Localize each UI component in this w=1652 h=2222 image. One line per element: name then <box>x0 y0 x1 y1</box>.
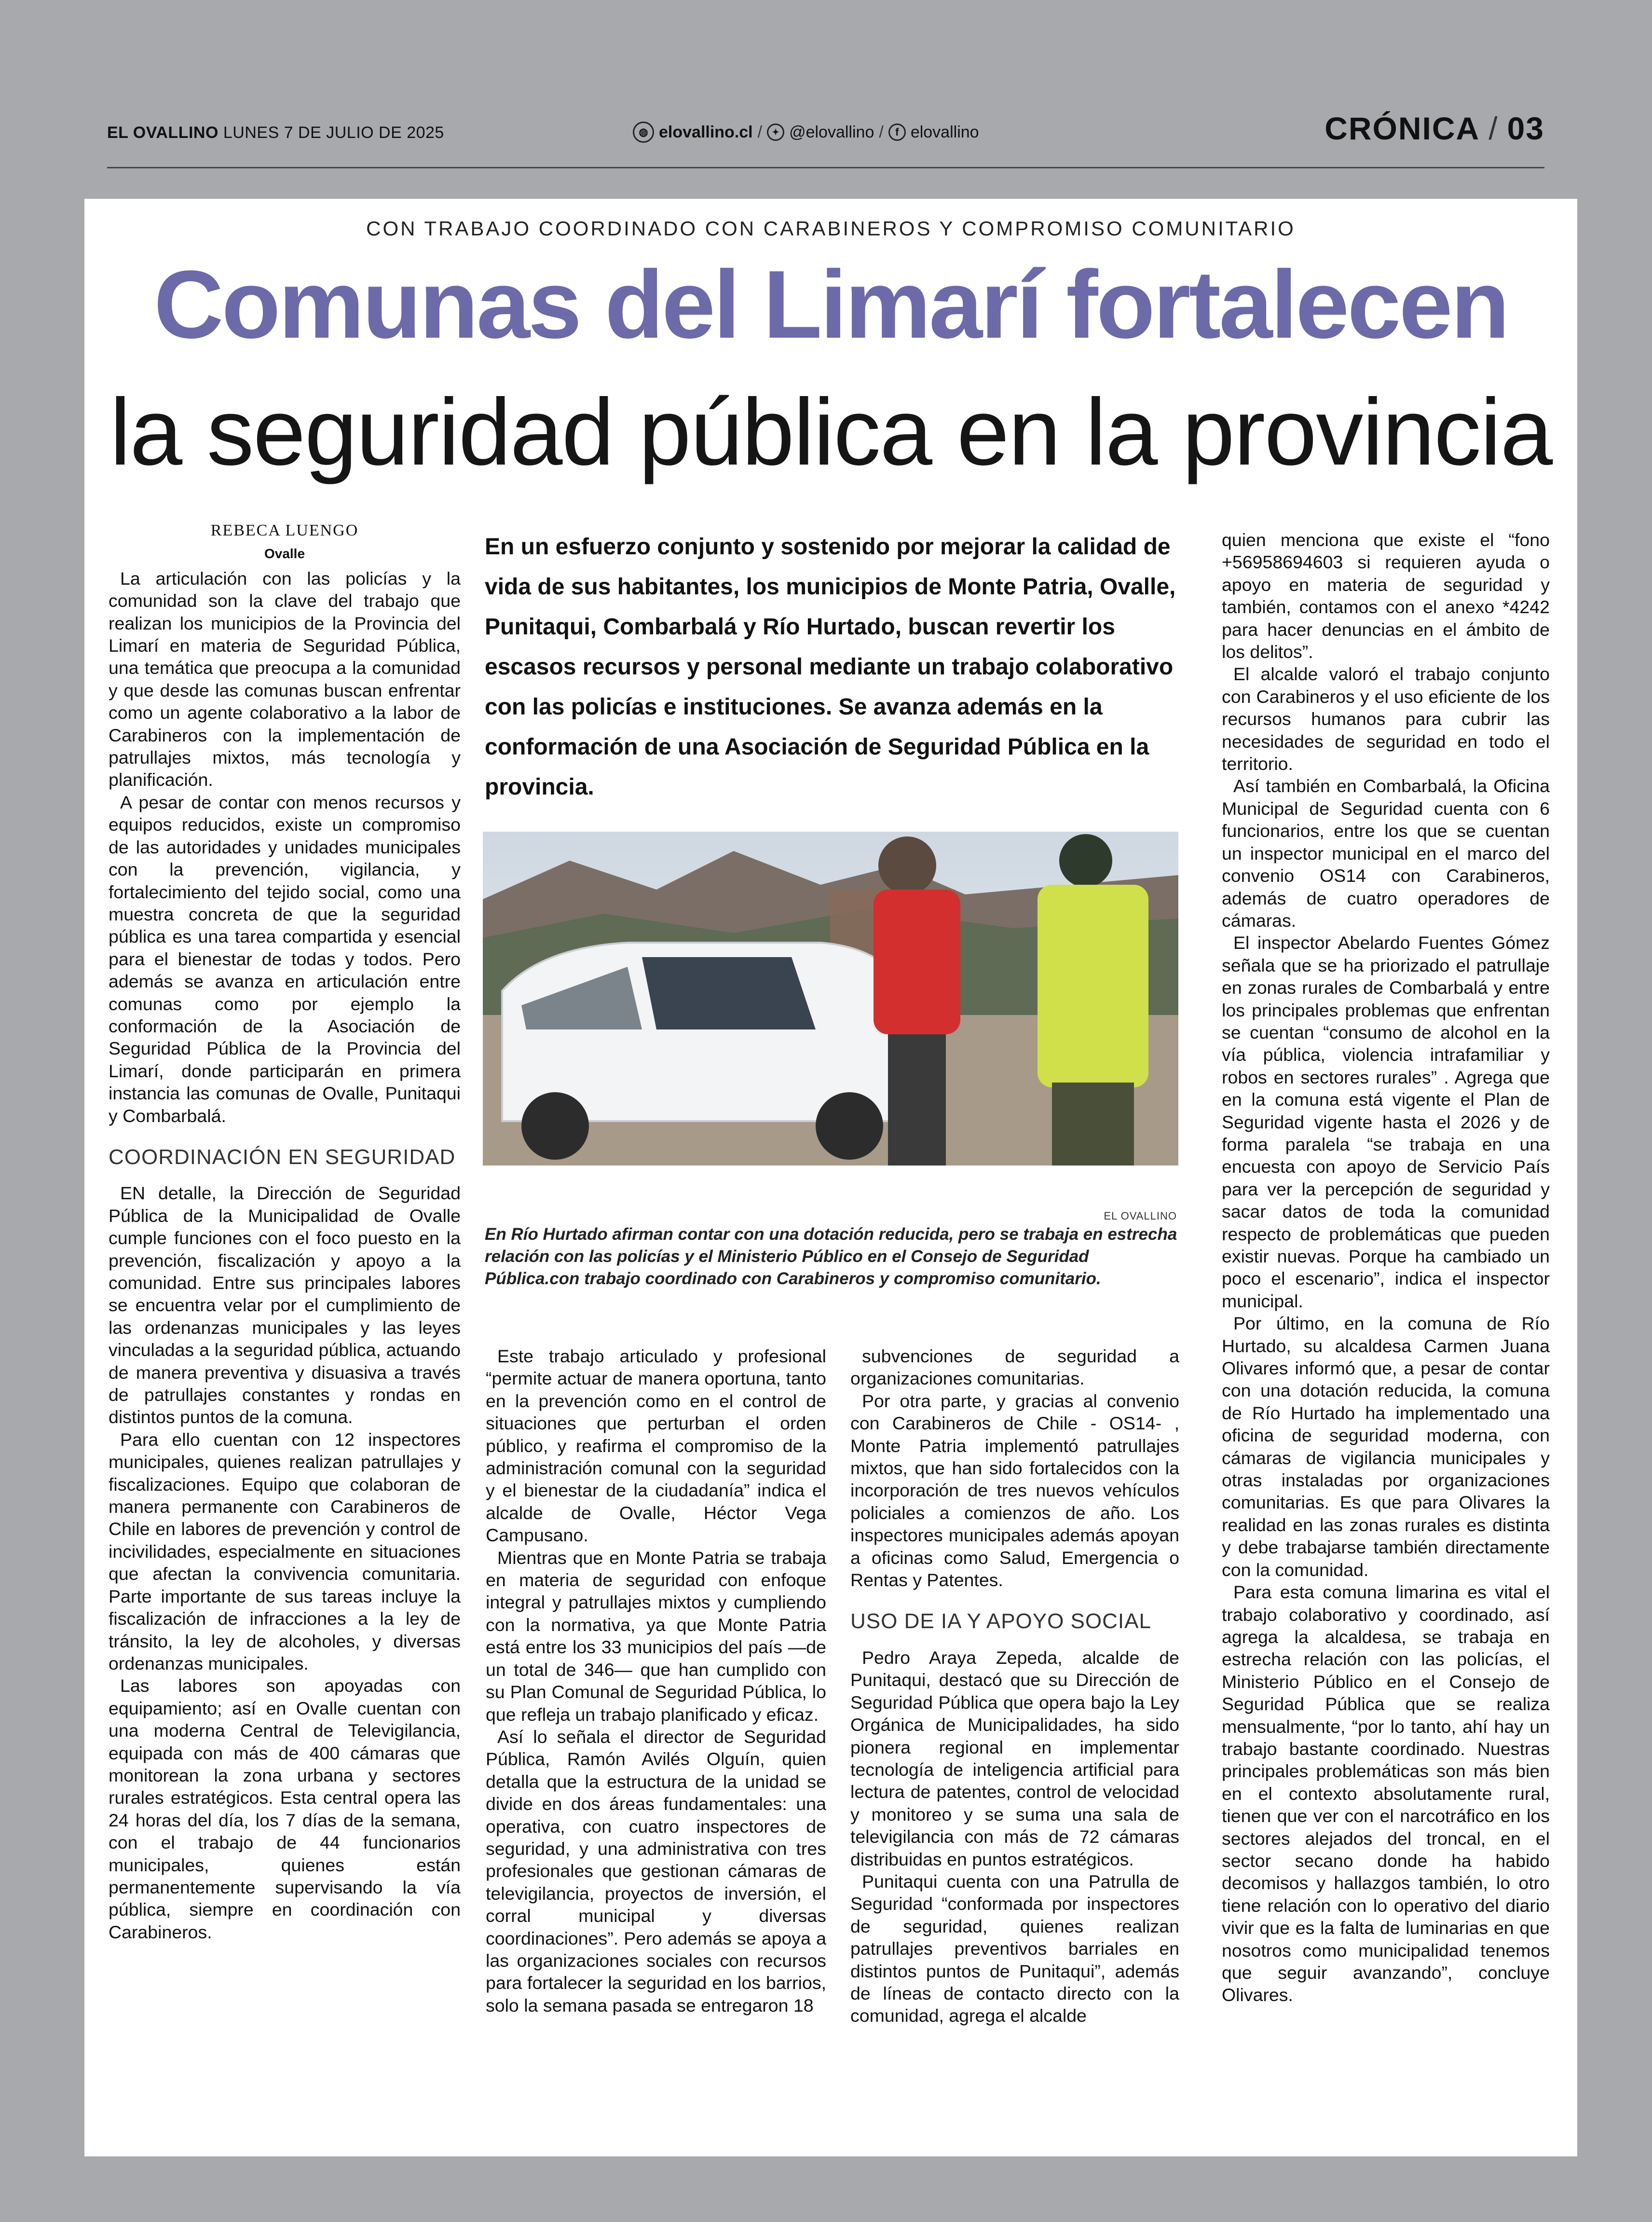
paragraph: Por último, en la comuna de Río Hurtado, su alcaldesa Carmen Juana Olivares informó que, a pesar de contar con una dotación reducida, la comuna de Río Hurtado ha implementado una oficina de seguridad moderna, con cámaras de vigilancia municipales y otras instaladas por organizaciones comunitarias. Es que para Olivares la realidad en las zonas rurales es distinta y debe trabajarse también directamente con la comunidad. <box>1222 1313 1550 1580</box>
author-byline: REBECA LUENGO <box>210 521 359 539</box>
separator: / <box>879 123 884 141</box>
paragraph: Pedro Araya Zepeda, alcalde de Punitaqui, destacó que su Dirección de Seguridad Pública que opera bajo la Ley Orgánica de Municipalidades, ha sido pionera regional en implementar tecnología de inteligencia artificial para lectura de patentes, control de velocidad y monitoreo y se suma una sala de televigilancia con más de 72 cámaras distribuidas en puntos estratégicos. <box>850 1647 1179 1869</box>
headline-line-1: Comunas del Limarí fortalecen <box>154 251 1508 358</box>
paragraph: Mientras que en Monte Patria se trabaja en materia de seguridad con enfoque integral y patrullajes mixtos y cumpliendo con la normativa, ya que Monte Patria está entre los 33 municipios del país —de un total de 346— que han cumplido con su Plan Comunal de Seguridad Pública, lo que refleja un trabajo planificado y eficaz. <box>486 1547 826 1725</box>
paragraph: Así lo señala el director de Seguridad Pública, Ramón Avilés Olguín, quien detalla que la estructura de la unidad se divide en dos áreas fundamentales: una operativa, con cuatro inspectores de seguridad, y una administrativa con tres profesionales que gestionan cámaras de televigilancia, proyectos de inversión, el corral municipal y diversas coordinaciones”. Pero además se apoya a las organizaciones sociales con recursos para fortalecer la seguridad en los barrios, solo la semana pasada se entregaron 18 <box>486 1726 826 2016</box>
paragraph: quien menciona que existe el “fono +56958694603 si requieren ayuda o apoyo en materia de seguridad y también, contamos con el anexo *4242 para hacer denuncias en el ámbito de los delitos”. <box>1222 530 1550 662</box>
photo-illustration <box>483 832 1178 1166</box>
website-link[interactable]: elovallino.cl <box>659 123 753 141</box>
paragraph: subvenciones de seguridad a organizaciones comunitarias. <box>850 1346 1179 1389</box>
paragraph: Punitaqui cuenta con una Patrulla de Seguridad “conformada por inspectores de seguridad, quienes realizan patrullajes preventivos barriales en distintos puntos de Punitaqui”, además de líneas de contacto directo con la comunidad, agrega el alcalde <box>850 1871 1179 2026</box>
masthead-social <box>633 122 979 143</box>
paragraph: Para ello cuentan con 12 inspectores municipales, quienes realizan patrullajes y fiscalizaciones. Equipo que colaboran de manera permanente con Carabineros de Chile en labores de prevención y control de incivilidades, especialmente en situaciones que afectan la convivencia comunitaria. Parte importante de sus tareas incluye la fiscalización de infracciones a la ley de tránsito, la ley de alcoholes, y diversas ordenanzas municipales. <box>109 1429 461 1673</box>
subheading: USO DE IA Y APOYO SOCIAL <box>850 1609 1151 1633</box>
dateline-place: Ovalle <box>264 546 305 562</box>
article-column-1 <box>109 520 461 1943</box>
article-column-4 <box>1222 529 1550 2006</box>
article-lead: En un esfuerzo conjunto y sostenido por mejorar la calidad de vida de sus habitantes, los municipios de Monte Patria, Ovalle, Punitaqui, Combarbalá y Río Hurtado, buscan revertir los escasos recursos y personal mediante un trabajo colaborativo con las policías e instituciones. Se avanza además en la conformación de una Asociación de Seguridad Pública en la provincia. <box>485 534 1176 800</box>
masthead-left <box>107 123 444 142</box>
article-column-3 <box>850 1345 1179 2027</box>
section-label <box>1324 110 1544 147</box>
masthead <box>107 110 1544 168</box>
paragraph: La articulación con las policías y la comunidad son la clave del trabajo que realizan los municipios de la Provincia del Limarí en materia de Seguridad Pública, una temática que preocupa a la comunidad y que desde las comunas buscan enfrentar como un agente colaborativo a la labor de Carabineros con la implementación de patrullajes mixtos, más tecnología y planificación. <box>109 568 461 790</box>
photo-credit: EL OVALLINO <box>1104 1210 1177 1222</box>
article-kicker: CON TRABAJO COORDINADO CON CARABINEROS Y COMPROMISO COMUNITARIO <box>366 217 1296 240</box>
paragraph: Así también en Combarbalá, la Oficina Municipal de Seguridad cuenta con 6 funcionarios, entre los que se cuentan un inspector municipal en el marco del convenio OS14 con Carabineros, además de cuatro operadores de cámaras. <box>1222 776 1550 931</box>
paragraph: A pesar de contar con menos recursos y equipos reducidos, existe un compromiso de las autoridades y unidades municipales con la prevención, vigilancia, y fortalecimiento del tejido social, como una muestra concreta de que la seguridad pública es una tarea compartida y esencial para el bienestar de todas y todos. Pero además se avanza en articulación entre comunas como por ejemplo la conformación de la Asociación de Seguridad Pública de la Provincia del Limarí, donde participarán en primera instancia las comunas de Ovalle, Punitaqui y Combarbalá. <box>109 792 461 1126</box>
facebook-handle[interactable]: elovallino <box>910 123 979 141</box>
paragraph: Para esta comuna limarina es vital el trabajo colaborativo y coordinado, así agrega la alcaldesa, se trabaja en estrecha relación con las policías, el Ministerio Público en el Consejo de Seguridad Pública que se realiza mensualmente, “por lo tanto, ahí hay un trabajo bastante coordinado. Nuestras principales problemáticas son más bien en el contexto absolutamente rural, tienen que ver con el narcotráfico en los sectores alejados del troncal, en el sector secano donde ha habido decomisos y hallazgos también, lo otro tiene relación con lo operativo del diario vivir que es la falta de luminarias en que nosotros como municipalidad tenemos que seguir avanzando”, concluye Olivares. <box>1222 1582 1550 2005</box>
article-panel <box>84 199 1577 2156</box>
issue-date: LUNES 7 DE JULIO DE 2025 <box>223 123 444 142</box>
page-number: 03 <box>1507 110 1544 146</box>
photo-caption: En Río Hurtado afirman contar con una dotación reducida, pero se trabaja en estrecha relación con las policías y el Ministerio Público en el Consejo de Seguridad Pública.con trabajo coordinado con Carabineros y compromiso comunitario. <box>485 1225 1177 1288</box>
separator: / <box>1488 110 1499 146</box>
paragraph: Este trabajo articulado y profesional “permite actuar de manera oportuna, tanto en la prevención como en el control de situaciones que perturban el orden público, y reafirma el compromiso de la administración comunal con la seguridad y el bienestar de la ciudadanía” indica el alcalde de Ovalle, Héctor Vega Campusano. <box>486 1346 826 1546</box>
facebook-icon: f <box>888 123 906 141</box>
paragraph: Las labores son apoyadas con equipamiento; así en Ovalle cuentan con una moderna Central de Televigilancia, equipada con más de 400 cámaras que monitorean la zona urbana y sectores rurales estratégicos. Esta central opera las 24 horas del día, los 7 días de la semana, con el trabajo de 44 funcionarios municipales, quienes están permanentemente supervisando la vía pública, siempre en coordinación con Carabineros. <box>109 1675 461 1942</box>
section-name: CRÓNICA <box>1324 110 1480 146</box>
paragraph: Por otra parte, y gracias al convenio con Carabineros de Chile - OS14- , Monte Patria implementó patrullajes mixtos, que han sido fortalecidos con la incorporación de tres nuevos vehículos policiales a comienzos de año. Los inspectores municipales además apoyan a oficinas como Salud, Emergencia o Rentas y Patentes. <box>850 1390 1179 1591</box>
article-photo <box>483 832 1178 1166</box>
masthead-rule <box>107 167 1544 168</box>
twitter-handle[interactable]: @elovallino <box>789 123 874 141</box>
separator: / <box>757 123 763 141</box>
www-icon: ◍ <box>633 122 654 143</box>
paragraph: EN detalle, la Dirección de Seguridad Pública de la Municipalidad de Ovalle cumple funciones con el foco puesto en la prevención, fiscalización y apoyo a la comunidad. Entre sus principales labores se encuentra velar por el cumplimiento de las ordenanzas municipales y las leyes vinculadas a la seguridad pública, actuando de manera preventiva y disuasiva a través de patrullajes constantes y rondas en distintos puntos de la comuna. <box>109 1183 461 1427</box>
paragraph: El alcalde valoró el trabajo conjunto con Carabineros y el uso eficiente de los recursos humanos para cubrir las necesidades de seguridad en todo el territorio. <box>1222 664 1550 774</box>
twitter-icon: ✦ <box>767 123 784 141</box>
newspaper-name: EL OVALLINO <box>107 123 218 142</box>
article-column-2 <box>486 1345 826 2016</box>
paragraph: El inspector Abelardo Fuentes Gómez señala que se ha priorizado el patrullaje en zonas rurales de Combarbalá y entre los principales problemas que enfrentan se cuentan “consumo de alcohol en la vía pública, violencia intrafamiliar y robos en sectores rurales” . Agrega que en la comuna está vigente el Plan de Seguridad vigente hasta el 2026 y de forma paralela “se trabaja en una encuesta con apoyo de Servicio País para ver la percepción de seguridad y sacar datos de toda la comunidad respecto de problemáticas que pueden existir nuevas. Porque ha cambiado un poco el escenario”, indica el inspector municipal. <box>1222 933 1550 1311</box>
headline-line-2: la seguridad pública en la provincia <box>109 379 1552 485</box>
subheading: COORDINACIÓN EN SEGURIDAD <box>109 1145 456 1169</box>
